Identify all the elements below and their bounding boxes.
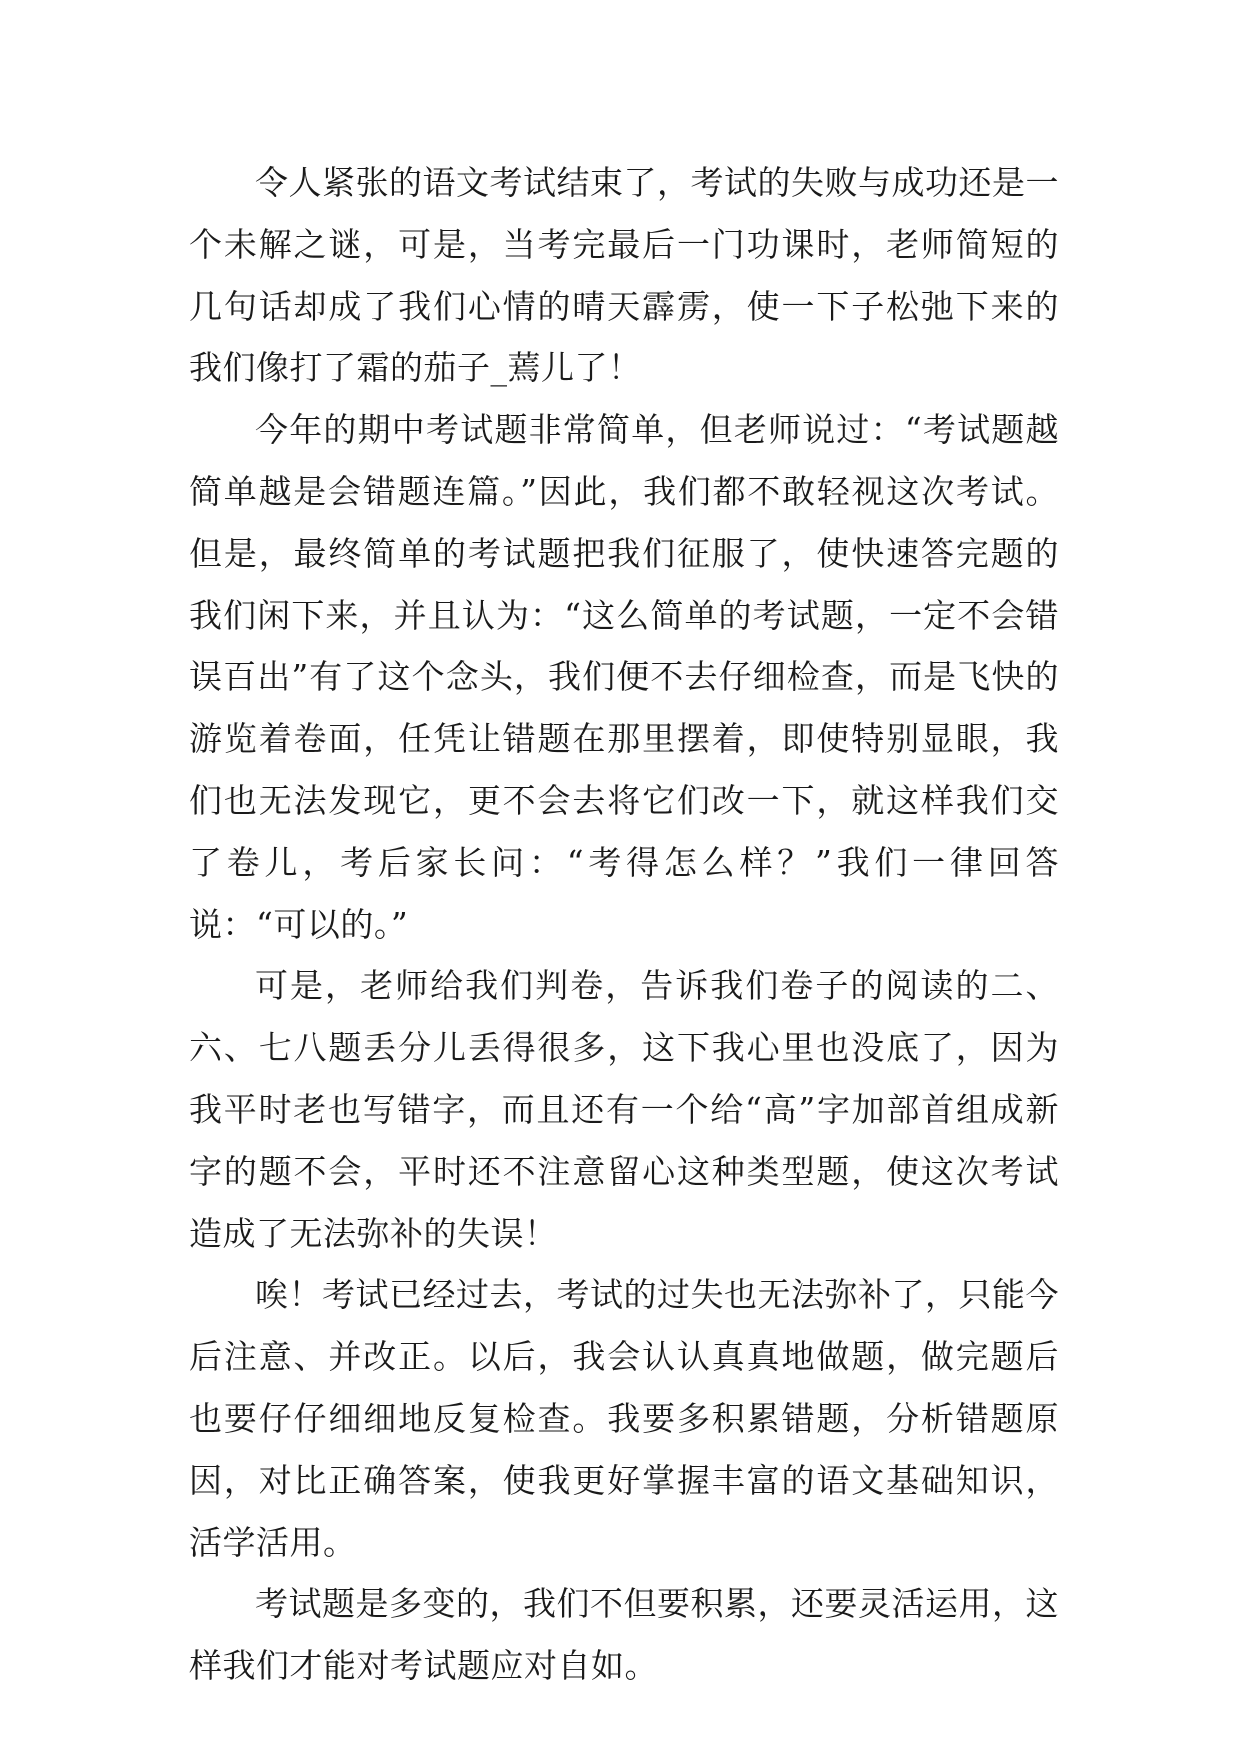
paragraph-4: 唉！考试已经过去，考试的过失也无法弥补了，只能今后注意、并改正。以后，我会认认真真地做题，做完题后也要仔仔细细地反复检查。我要多积累错题，分析错题原因，对比正确答案，使我更好掌握丰富的语文基础知识，活学活用。 [189,1275,1059,1562]
paragraph-2: 今年的期中考试题非常简单，但老师说过：“考试题越简单越是会错题连篇。”因此，我们都不敢轻视这次考试。但是，最终简单的考试题把我们征服了，使快速答完题的我们闲下来，并且认为：“这么简单的考试题，一定不会错误百出”有了这个念头，我们便不去仔细检查，而是飞快的游览着卷面，任凭让错题在那里摆着，即使特别显眼，我们也无法发现它，更不会去将它们改一下，就这样我们交了卷儿，考后家长问：“考得怎么样？”我们一律回答说：“可以的。” [189,410,1059,944]
paragraph-3: 可是，老师给我们判卷，告诉我们卷子的阅读的二、六、七八题丢分儿丢得很多，这下我心里也没底了，因为我平时老也写错字，而且还有一个给“高”字加部首组成新字的题不会，平时还不注意留心这种类型题，使这次考试造成了无法弥补的失误！ [189,966,1059,1253]
paragraph-5: 考试题是多变的，我们不但要积累，还要灵活运用，这样我们才能对考试题应对自如。 [189,1584,1059,1686]
document-body [189,152,1059,1697]
paragraph-1: 令人紧张的语文考试结束了，考试的失败与成功还是一个未解之谜，可是，当考完最后一门功课时，老师简短的几句话却成了我们心情的晴天霹雳，使一下子松弛下来的我们像打了霜的茄子_蔫儿了！ [189,163,1059,388]
